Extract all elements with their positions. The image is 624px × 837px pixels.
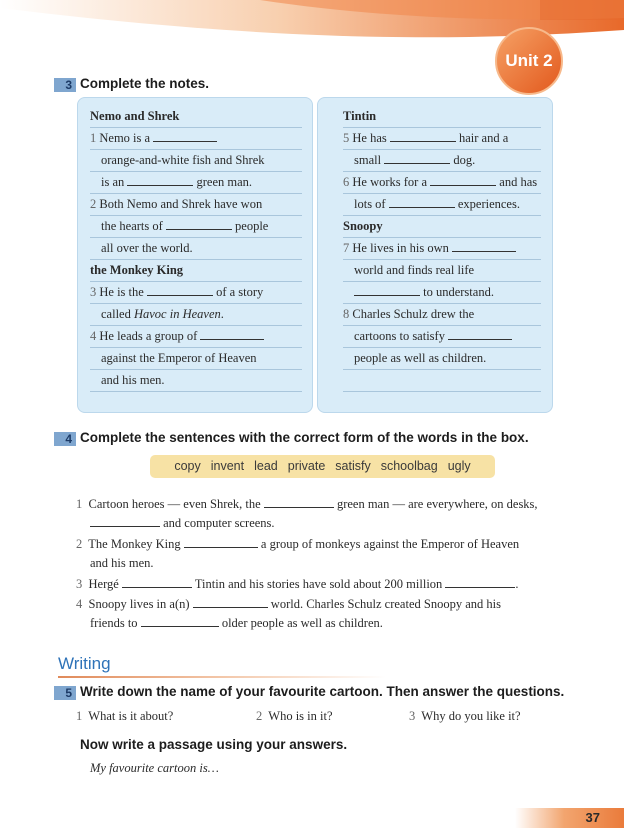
answer-blank[interactable] [184,536,258,548]
note-heading [90,106,302,128]
note-text: and has [496,175,538,189]
note-line [90,150,302,172]
note-text: He lives in his own [352,241,453,255]
writing-prompt: Now write a passage using your answers. [80,737,348,752]
note-text: orange-and-white fish and Shrek [101,153,265,167]
answer-blank[interactable] [448,328,512,340]
answer-blank[interactable] [354,284,420,296]
note-text: world and finds real life [354,263,475,277]
note-text: against the Emperor of Heaven [101,351,257,365]
note-text: small [354,153,385,167]
note-text: Nemo is a [99,131,154,145]
answer-blank[interactable] [193,596,268,608]
note-text: all over the world. [101,241,193,255]
note-line [90,172,302,194]
sentence-1-line-2: and computer screens. [90,514,275,532]
note-number: 4 [90,329,97,343]
note-line [90,370,302,392]
notes-panel-left [77,97,313,413]
note-text: people as well as children. [354,351,487,365]
question-2: 2 Who is in it? [256,709,333,723]
writing-heading: Writing [58,654,111,673]
section-5-title: Write down the name of your favourite cartoon. Then answer the questions. [80,684,565,699]
note-text: the hearts of [101,219,166,233]
word-box-word: lead [254,459,278,473]
note-text: . [220,307,224,321]
answer-blank[interactable] [141,615,219,627]
note-text: dog. [450,153,476,167]
note-line [343,238,541,260]
note-text: Charles Schulz drew the [352,307,475,321]
note-text: is an [101,175,128,189]
note-text: people [231,219,269,233]
note-line [343,370,541,392]
note-text: called [101,307,134,321]
note-text: to understand. [420,285,494,299]
note-line [343,348,541,370]
note-text: He has [352,131,390,145]
word-box-word: satisfy [335,459,371,473]
answer-blank[interactable] [445,576,515,588]
note-text: He leads a group of [99,329,201,343]
note-number: 8 [343,307,350,321]
note-text: Nemo and Shrek [90,109,180,123]
answer-blank[interactable] [389,196,455,208]
section-3-number: 3 [54,78,76,92]
section-4-title: Complete the sentences with the correct form of the words in the box. [80,430,529,445]
section-4-number: 4 [54,432,76,446]
note-line [90,304,302,326]
answer-blank[interactable] [452,240,516,252]
note-line [90,326,302,348]
sentence-3: 3 Hergé Tintin and his stories have sold about 200 million . [76,577,519,591]
writing-starter: My favourite cartoon is… [90,761,219,775]
note-text: experiences. [454,197,520,211]
note-number: 1 [90,131,97,145]
answer-blank[interactable] [90,515,160,527]
answer-blank[interactable] [390,130,456,142]
note-line [90,216,302,238]
note-heading [343,106,541,128]
note-line [90,128,302,150]
word-box-word: schoolbag [380,459,438,473]
note-text: cartoons to satisfy [354,329,449,343]
sentence-2-line-1: 2 The Monkey King a group of monkeys against the Emperor of Heaven [76,537,520,551]
note-text: of a story [212,285,264,299]
note-line [343,304,541,326]
note-number: 5 [343,131,350,145]
section-3-title: Complete the notes. [80,76,210,91]
notes-panel-right [317,97,553,413]
note-line [90,194,302,216]
note-number: 3 [90,285,97,299]
note-line [343,150,541,172]
section-5-number: 5 [54,686,76,700]
note-text: Snoopy [343,219,383,233]
note-number: 6 [343,175,350,189]
note-line [343,326,541,348]
answer-blank[interactable] [430,174,496,186]
note-line [90,282,302,304]
note-line [343,194,541,216]
word-box-word: private [287,459,326,473]
word-box-word: invent [210,459,245,473]
note-text: lots of [354,197,389,211]
question-1: 1 What is it about? [76,709,174,723]
note-line [343,172,541,194]
sentence-4-line-2: friends to older people as well as children. [90,616,383,630]
note-italic-text: Havoc in Heaven [133,307,221,321]
word-box-word: copy [174,459,201,473]
note-line [343,282,541,304]
note-text: Both Nemo and Shrek have won [99,197,263,211]
word-box-word: ugly [447,459,471,473]
note-line [343,260,541,282]
answer-blank[interactable] [200,328,264,340]
sentence-2-line-2: and his men. [90,556,154,570]
note-text: hair and a [455,131,509,145]
unit-badge: Unit 2 [505,51,553,70]
note-line [90,348,302,370]
word-box [150,455,495,478]
note-number: 2 [90,197,97,211]
answer-blank[interactable] [166,218,232,230]
note-text: Tintin [343,109,377,123]
answer-blank[interactable] [147,284,213,296]
answer-blank[interactable] [122,576,192,588]
question-3: 3 Why do you like it? [409,709,521,723]
note-heading [90,260,302,282]
note-text: and his men. [101,373,165,387]
note-line [90,238,302,260]
note-text: He is the [99,285,147,299]
answer-blank[interactable] [153,130,217,142]
note-text: He works for a [352,175,431,189]
answer-blank[interactable] [264,496,334,508]
note-text: the Monkey King [90,263,184,277]
sentence-1-line-1: 1 Cartoon heroes — even Shrek, the green man — are everywhere, on desks, [76,497,538,511]
note-number: 7 [343,241,350,255]
note-heading [343,216,541,238]
note-line [343,128,541,150]
page-number: 37 [585,810,600,825]
answer-blank[interactable] [384,152,450,164]
sentence-4-line-1: 4 Snoopy lives in a(n) world. Charles Schulz created Snoopy and his [76,597,501,611]
writing-underline [58,676,386,678]
note-text: green man. [193,175,253,189]
answer-blank[interactable] [127,174,193,186]
